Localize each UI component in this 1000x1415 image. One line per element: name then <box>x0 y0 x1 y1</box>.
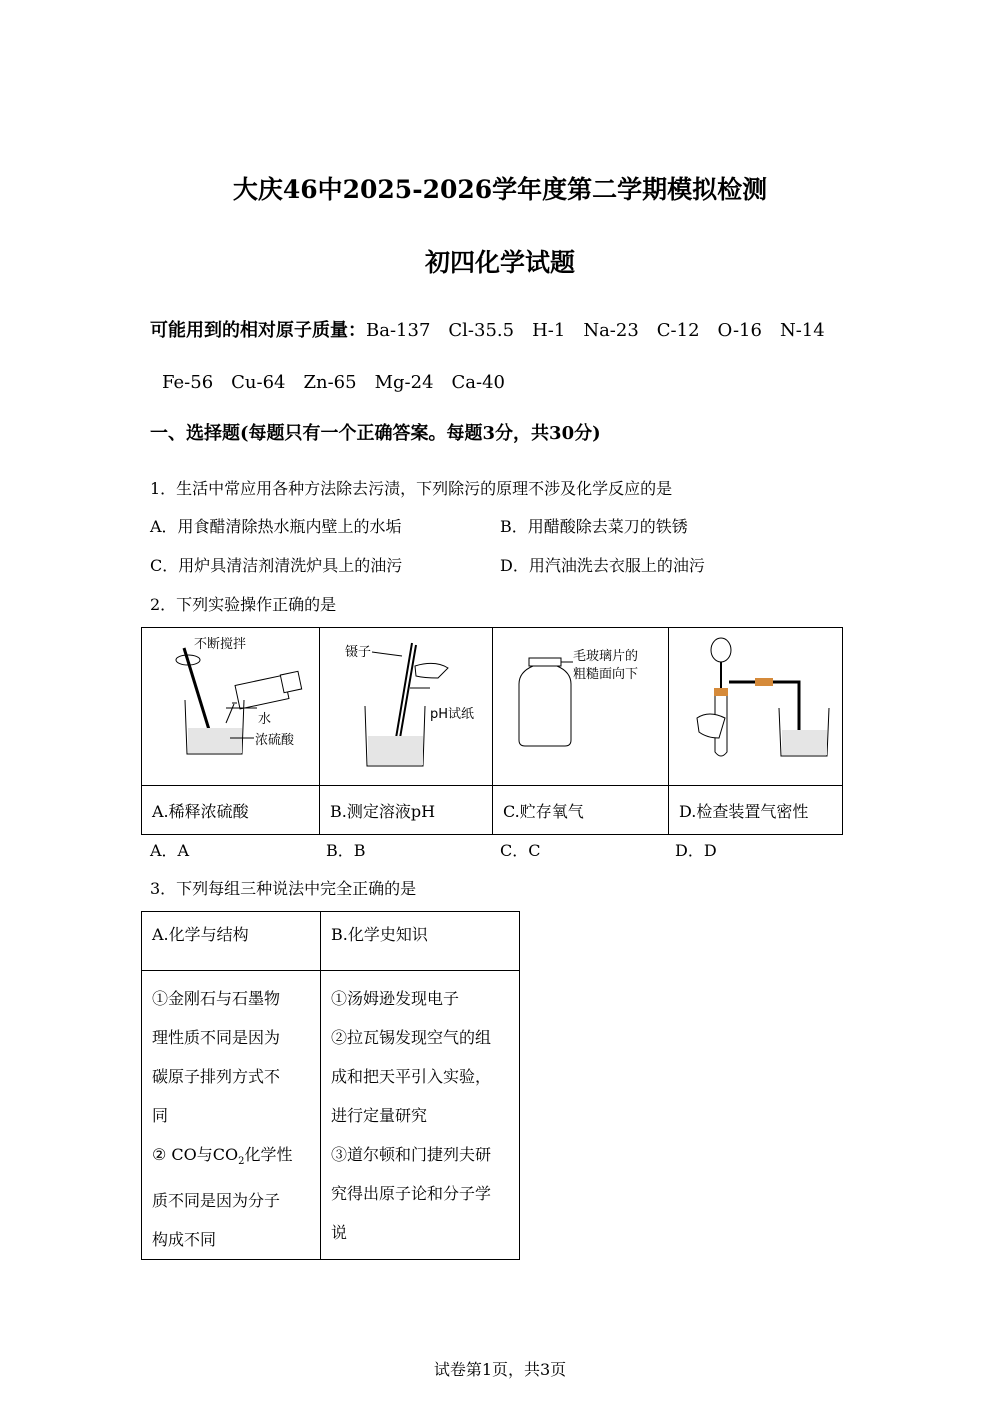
q3-a-line: 构成不同 <box>152 1230 217 1250</box>
fig-b-tweezers-label: 镊子 <box>345 645 372 660</box>
q1-stem: 1．生活中常应用各种方法除去污渍，下列除污的原理不涉及化学反应的是 <box>150 479 673 498</box>
q3-a-line: 碳原子排列方式不 <box>152 1067 281 1086</box>
q3-col-b <box>321 971 520 1260</box>
page-title: 大庆46中2025-2026学年度第二学期模拟检测 <box>232 175 768 204</box>
q3-a-line: 理性质不同是因为 <box>152 1028 281 1047</box>
fig-d-cell <box>669 628 843 786</box>
page-subtitle: 初四化学试题 <box>424 248 575 277</box>
fig-b-caption: B.测定溶液pH <box>320 786 493 835</box>
q3-a-co-text: ② CO与CO <box>152 1145 239 1164</box>
q2-option-c: C．C <box>500 841 541 860</box>
q3-col-a <box>142 971 321 1260</box>
atomic-mass-label: 可能用到的相对原子质量： <box>150 320 366 341</box>
q3-b-line: 进行定量研究 <box>331 1106 428 1125</box>
q3-a-subscript: 2 <box>238 1156 245 1168</box>
q3-b-line: ①汤姆逊发现电子 <box>331 989 460 1008</box>
atomic-mass-line2: Fe-56 Cu-64 Zn-65 Mg-24 Ca-40 <box>162 372 506 393</box>
fig-c-glass-label2: 粗糙面向下 <box>573 667 639 682</box>
fig-a-stir-label: 不断搅拌 <box>194 637 247 652</box>
q1-option-b: B．用醋酸除去菜刀的铁锈 <box>500 517 688 536</box>
fig-b-cell <box>320 628 493 786</box>
measure-ph-figure <box>320 628 492 781</box>
q2-option-d: D．D <box>675 841 717 860</box>
fig-a-caption: A.稀释浓硫酸 <box>142 786 320 835</box>
q3-head-a: A.化学与结构 <box>142 912 321 971</box>
q3-b-line: ③道尔顿和门捷列夫研 <box>331 1145 492 1164</box>
q1-option-a: A．用食醋清除热水瓶内壁上的水垢 <box>150 517 402 536</box>
page-footer: 试卷第1页，共3页 <box>433 1360 567 1379</box>
fig-c-glass-label1: 毛玻璃片的 <box>573 649 639 664</box>
q2-stem: 2．下列实验操作正确的是 <box>150 595 337 614</box>
q2-figure-table <box>141 627 843 835</box>
fig-a-cell <box>142 628 320 786</box>
q3-b-line: 究得出原子论和分子学 <box>331 1184 492 1203</box>
atomic-mass-values1: Ba-137 Cl-35.5 H-1 Na-23 C-12 O-16 N-14 <box>366 320 825 341</box>
fig-a-acid-label: 浓硫酸 <box>255 733 295 748</box>
q2-option-b: B．B <box>326 841 366 860</box>
atomic-mass-line1 <box>150 316 825 342</box>
q3-a-line: ①金刚石与石墨物 <box>152 989 281 1008</box>
q3-a-co2-text: 化学性 <box>244 1145 293 1164</box>
q3-b-line: 成和把天平引入实验， <box>331 1067 492 1086</box>
section-heading: 一、选择题(每题只有一个正确答案。每题3分，共30分) <box>150 423 601 444</box>
q3-head-b: B.化学史知识 <box>321 912 520 971</box>
dilute-acid-figure <box>142 628 319 781</box>
q3-a-line: 质不同是因为分子 <box>152 1191 281 1211</box>
q3-a-line: 同 <box>152 1106 169 1125</box>
fig-c-cell <box>493 628 669 786</box>
q3-b-line: 说 <box>331 1223 348 1242</box>
fig-a-water-label: 水 <box>258 712 272 727</box>
q3-a-line-co2 <box>152 1135 310 1181</box>
q3-stem: 3．下列每组三种说法中完全正确的是 <box>150 879 417 898</box>
fig-b-ph-label: pH试纸 <box>430 707 475 722</box>
fig-d-caption: D.检查装置气密性 <box>669 786 843 835</box>
q1-option-c: C．用炉具清洁剂清洗炉具上的油污 <box>150 556 403 575</box>
q1-option-d: D．用汽油洗去衣服上的油污 <box>500 556 705 575</box>
airtightness-figure <box>669 628 842 781</box>
q2-option-a: A．A <box>150 841 190 860</box>
store-oxygen-figure <box>493 628 668 781</box>
q3-b-line: ②拉瓦锡发现空气的组 <box>331 1028 492 1047</box>
q3-table <box>141 911 520 1260</box>
fig-c-caption: C.贮存氧气 <box>493 786 669 835</box>
